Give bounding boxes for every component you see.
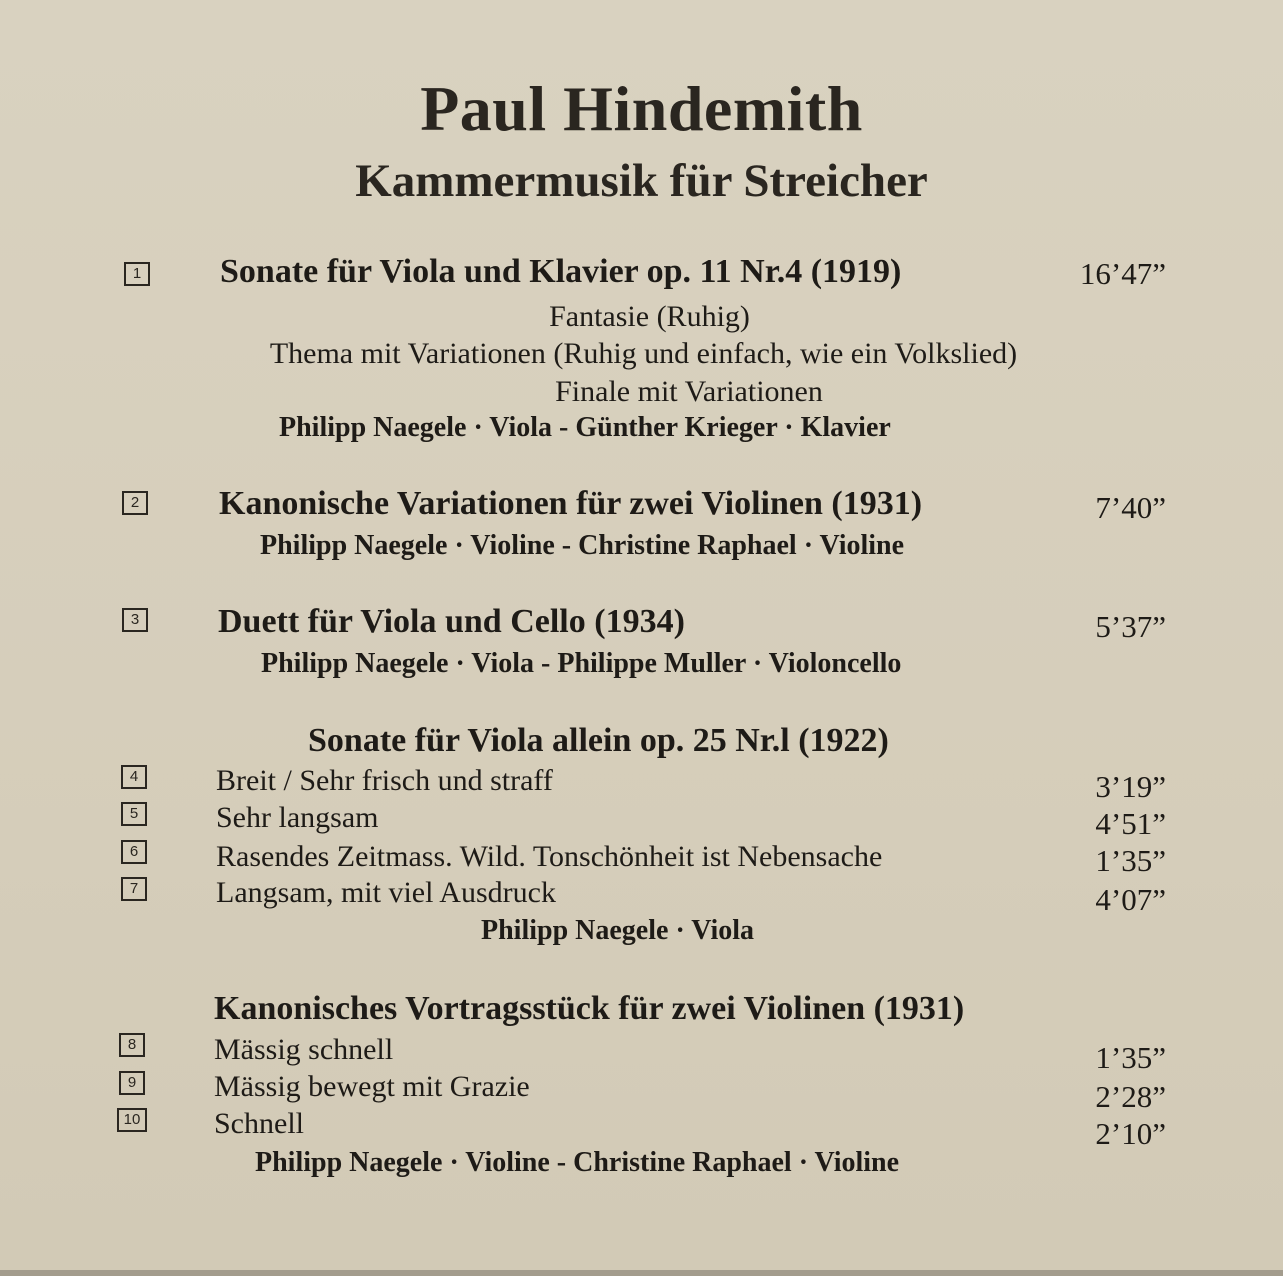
performers: Philipp Naegele · Viola	[481, 915, 755, 946]
track-title: Langsam, mit viel Ausdruck	[216, 876, 556, 909]
performers: Philipp Naegele · Violine - Christine Raphael · Violine	[255, 1147, 900, 1178]
track-title: Mässig bewegt mit Grazie	[214, 1070, 530, 1103]
movement-title	[0, 375, 1283, 409]
track-duration: 4’07”	[1095, 882, 1166, 917]
track-title: Sehr langsam	[216, 801, 379, 834]
movement-title	[0, 337, 1283, 371]
movement-label: Finale mit Variationen	[555, 375, 823, 408]
track-duration: 3’19”	[1095, 769, 1166, 804]
work-title: Sonate für Viola und Klavier op. 11 Nr.4 (1919)	[220, 253, 902, 290]
work-title: Kanonisches Vortragsstück für zwei Violinen (1931)	[214, 990, 965, 1027]
track-title: Schnell	[214, 1107, 304, 1140]
track-number: 6	[121, 840, 147, 864]
track-number: 2	[122, 491, 148, 515]
track-number: 4	[121, 765, 147, 789]
track-number: 8	[119, 1033, 145, 1057]
performers: Philipp Naegele · Violine - Christine Raphael · Violine	[260, 530, 905, 561]
performers: Philipp Naegele · Viola - Günther Krieger · Klavier	[279, 412, 891, 443]
album-subtitle: Kammermusik für Streicher	[355, 155, 928, 207]
work-title: Duett für Viola und Cello (1934)	[218, 603, 685, 640]
movement-label: Fantasie (Ruhig)	[549, 300, 750, 333]
track-duration: 1’35”	[1095, 843, 1166, 878]
track-duration: 16’47”	[1079, 256, 1166, 291]
movement-title	[0, 300, 1283, 334]
track-title: Breit / Sehr frisch und straff	[216, 764, 553, 797]
track-number: 9	[119, 1071, 145, 1095]
track-number: 1	[124, 262, 150, 286]
track-duration: 1’35”	[1095, 1040, 1166, 1075]
movement-label: Thema mit Variationen (Ruhig und einfach, wie ein Volkslied)	[269, 337, 1018, 370]
composer-title: Paul Hindemith	[420, 73, 863, 144]
page-edge	[0, 1270, 1283, 1276]
track-title: Mässig schnell	[214, 1033, 394, 1066]
work-title: Kanonische Variationen für zwei Violinen (1931)	[219, 485, 923, 522]
track-number: 3	[122, 608, 148, 632]
track-duration: 5’37”	[1095, 609, 1166, 644]
track-duration: 7’40”	[1095, 490, 1166, 525]
track-duration: 2’10”	[1095, 1116, 1166, 1151]
track-number: 10	[117, 1108, 147, 1132]
track-title: Rasendes Zeitmass. Wild. Tonschönheit ist Nebensache	[216, 840, 883, 873]
performers: Philipp Naegele · Viola - Philippe Muller · Violoncello	[261, 648, 902, 679]
track-duration: 4’51”	[1095, 806, 1166, 841]
track-number: 5	[121, 802, 147, 826]
work-title: Sonate für Viola allein op. 25 Nr.l (1922)	[308, 722, 889, 759]
track-number: 7	[121, 877, 147, 901]
track-duration: 2’28”	[1095, 1079, 1166, 1114]
